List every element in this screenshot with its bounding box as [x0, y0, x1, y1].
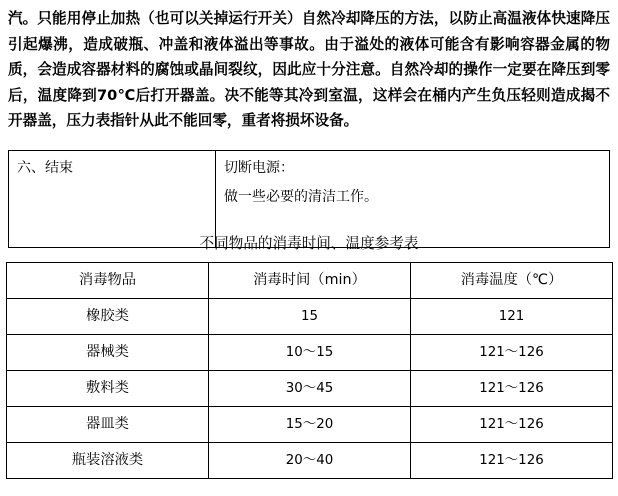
disinfection-reference-table	[6, 262, 613, 479]
table-row	[7, 443, 613, 479]
cell-temperature: 121～126	[411, 371, 613, 407]
column-header-item: 消毒物品	[7, 263, 209, 299]
cell-time: 30～45	[209, 371, 411, 407]
table-caption: 不同物品的消毒时间、温度参考表	[199, 235, 419, 252]
cell-temperature: 121～126	[411, 407, 613, 443]
procedure-detail-line-2: 做一些必要的清洁工作。	[224, 189, 378, 205]
cell-item: 器械类	[7, 335, 209, 371]
column-header-time: 消毒时间（min）	[209, 263, 411, 299]
intro-paragraph: 汽。只能用停止加热（也可以关掉运行开关）自然冷却降压的方法，以防止高温液体快速降压引起爆沸，造成破瓶、冲盖和液体溢出等事故。由于溢处的液体可能含有影响容器金属的物质，会造成容器材料的腐蚀或晶间裂纹，因此应十分注意。自然冷却的操作一定要在降压到零后，温度降到70℃后打开器盖。决不能等其冷到室温，这样会在桶内产生负压轻则造成揭不开器盖，压力表指针从此不能回零，重者将损坏设备。	[8, 10, 610, 129]
cell-time: 15～20	[209, 407, 411, 443]
table-header-row	[7, 263, 613, 299]
procedure-step-text: 六、结束	[17, 160, 73, 176]
cell-item: 敷料类	[7, 371, 209, 407]
cell-item: 橡胶类	[7, 299, 209, 335]
table-row	[7, 407, 613, 443]
table-row	[7, 299, 613, 335]
column-header-temperature: 消毒温度（℃）	[411, 263, 613, 299]
procedure-detail-line-1: 切断电源：	[224, 160, 294, 176]
cell-item: 瓶装溶液类	[7, 443, 209, 479]
cell-time: 20～40	[209, 443, 411, 479]
cell-temperature: 121～126	[411, 443, 613, 479]
cell-time: 15	[209, 299, 411, 335]
cell-temperature: 121	[411, 299, 613, 335]
table-row	[7, 371, 613, 407]
cell-temperature: 121～126	[411, 335, 613, 371]
cell-time: 10～15	[209, 335, 411, 371]
cell-item: 器皿类	[7, 407, 209, 443]
table-row	[7, 335, 613, 371]
